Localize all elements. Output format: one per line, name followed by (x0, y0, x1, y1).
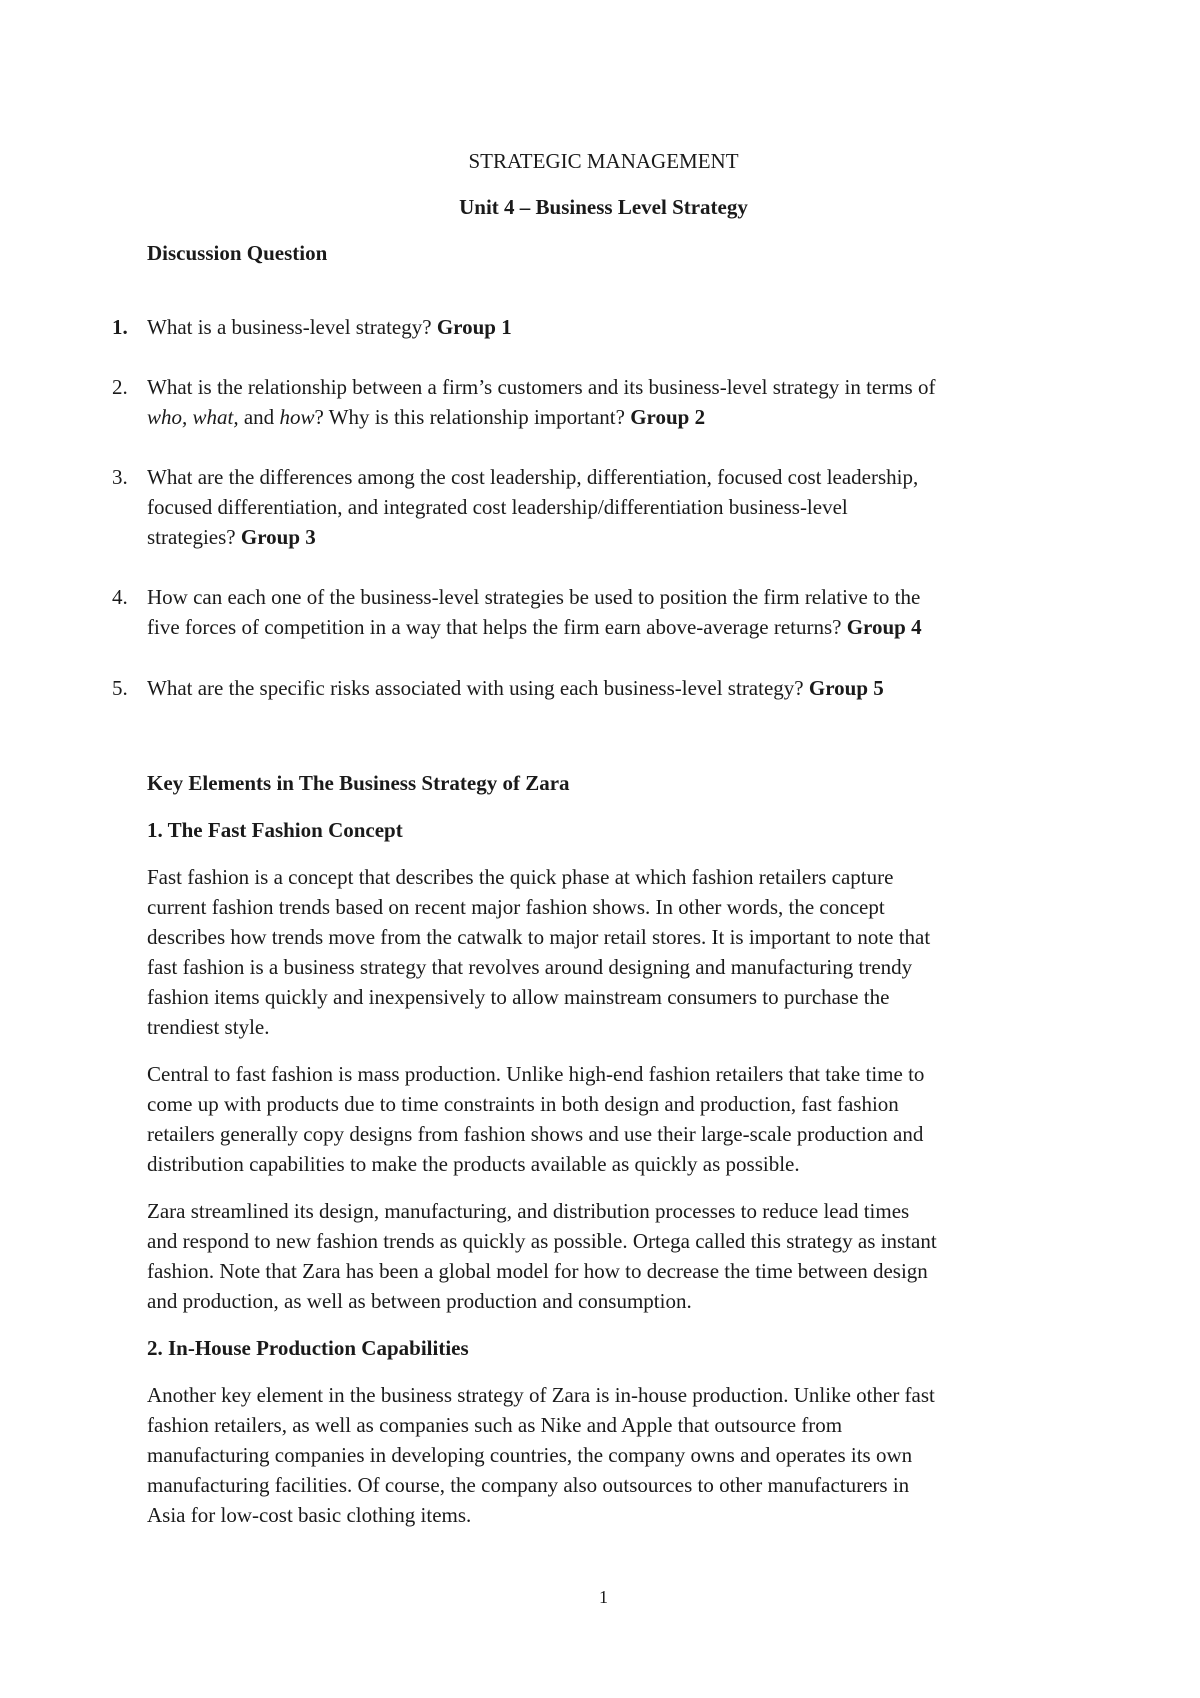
question-2-line-2-rest: ? Why is this relationship important? (314, 405, 631, 429)
paragraph-line: fashion items quickly and inexpensively to allow mainstream consumers to purchase the (147, 985, 890, 1009)
question-4 (147, 582, 1077, 642)
question-1-group: Group 1 (436, 315, 512, 339)
question-3-line-1: What are the differences among the cost leadership, differentiation, focused cost leadership, (147, 465, 919, 489)
paragraph-line: manufacturing companies in developing countries, the company owns and operates its own (147, 1443, 913, 1467)
paragraph-line: Asia for low-cost basic clothing items. (147, 1503, 472, 1527)
question-number-1: 1. (112, 315, 128, 339)
question-3-line-2: focused differentiation, and integrated cost leadership/differentiation business-level (147, 495, 848, 519)
question-number-3: 3. (112, 465, 128, 489)
question-number-2: 2. (112, 375, 128, 399)
paragraph-line: Central to fast fashion is mass production. Unlike high-end fashion retailers that take time to (147, 1062, 925, 1086)
section-1-paragraph-3 (147, 1196, 1077, 1316)
paragraph-line: fashion retailers, as well as companies such as Nike and Apple that outsource from (147, 1413, 843, 1437)
question-4-group: Group 4 (846, 615, 922, 639)
question-number-4: 4. (112, 585, 128, 609)
paragraph-line: come up with products due to time constraints in both design and production, fast fashion (147, 1092, 899, 1116)
paragraph-line: and production, as well as between production and consumption. (147, 1289, 692, 1313)
section-2-heading: 2. In-House Production Capabilities (147, 1336, 469, 1360)
question-3 (147, 462, 1077, 552)
course-title: STRATEGIC MANAGEMENT (468, 149, 739, 173)
question-2-and: and (238, 405, 280, 429)
paragraph-line: trendiest style. (147, 1015, 270, 1039)
question-2-italic-who-what: who, what, (147, 405, 239, 429)
question-2-line-1: What is the relationship between a firm’s customers and its business-level strategy in terms of (147, 375, 936, 399)
paragraph-line: describes how trends move from the catwalk to major retail stores. It is important to note that (147, 925, 931, 949)
question-2-group: Group 2 (630, 405, 706, 429)
question-3-line-3: strategies? (147, 525, 241, 549)
question-5-line-1: What are the specific risks associated with using each business-level strategy? (147, 676, 809, 700)
paragraph-line: fashion. Note that Zara has been a global model for how to decrease the time between design (147, 1259, 928, 1283)
question-2 (147, 372, 1077, 432)
question-number-5: 5. (112, 676, 128, 700)
paragraph-line: fast fashion is a business strategy that revolves around designing and manufacturing trendy (147, 955, 913, 979)
question-1 (147, 312, 1077, 342)
section-1-paragraph-2 (147, 1059, 1077, 1179)
paragraph-line: retailers generally copy designs from fashion shows and use their large-scale production and (147, 1122, 924, 1146)
section-1-paragraph-1 (147, 862, 1077, 1042)
question-5 (147, 673, 1077, 703)
section-2-paragraph (147, 1380, 1077, 1530)
paragraph-line: Zara streamlined its design, manufacturing, and distribution processes to reduce lead times (147, 1199, 910, 1223)
question-5-group: Group 5 (808, 676, 884, 700)
paragraph-line: Fast fashion is a concept that describes the quick phase at which fashion retailers capture (147, 865, 894, 889)
paragraph-line: and respond to new fashion trends as quickly as possible. Ortega called this strategy as instant (147, 1229, 937, 1253)
question-3-group: Group 3 (240, 525, 316, 549)
section-1-heading: 1. The Fast Fashion Concept (147, 818, 403, 842)
page-number: 1 (599, 1587, 608, 1607)
question-4-line-1: How can each one of the business-level strategies be used to position the firm relative to the (147, 585, 921, 609)
question-2-italic-how: how (279, 405, 315, 429)
paragraph-line: distribution capabilities to make the products available as quickly as possible. (147, 1152, 800, 1176)
paragraph-line: Another key element in the business strategy of Zara is in-house production. Unlike other fast (147, 1383, 935, 1407)
section-label: Discussion Question (147, 241, 328, 265)
zara-heading: Key Elements in The Business Strategy of Zara (147, 771, 570, 795)
paragraph-line: manufacturing facilities. Of course, the company also outsources to other manufacturers in (147, 1473, 910, 1497)
question-4-line-2: five forces of competition in a way that helps the firm earn above-average returns? (147, 615, 847, 639)
paragraph-line: current fashion trends based on recent major fashion shows. In other words, the concept (147, 895, 885, 919)
unit-title: Unit 4 – Business Level Strategy (459, 195, 748, 219)
question-1-line-1: What is a business-level strategy? (147, 315, 437, 339)
